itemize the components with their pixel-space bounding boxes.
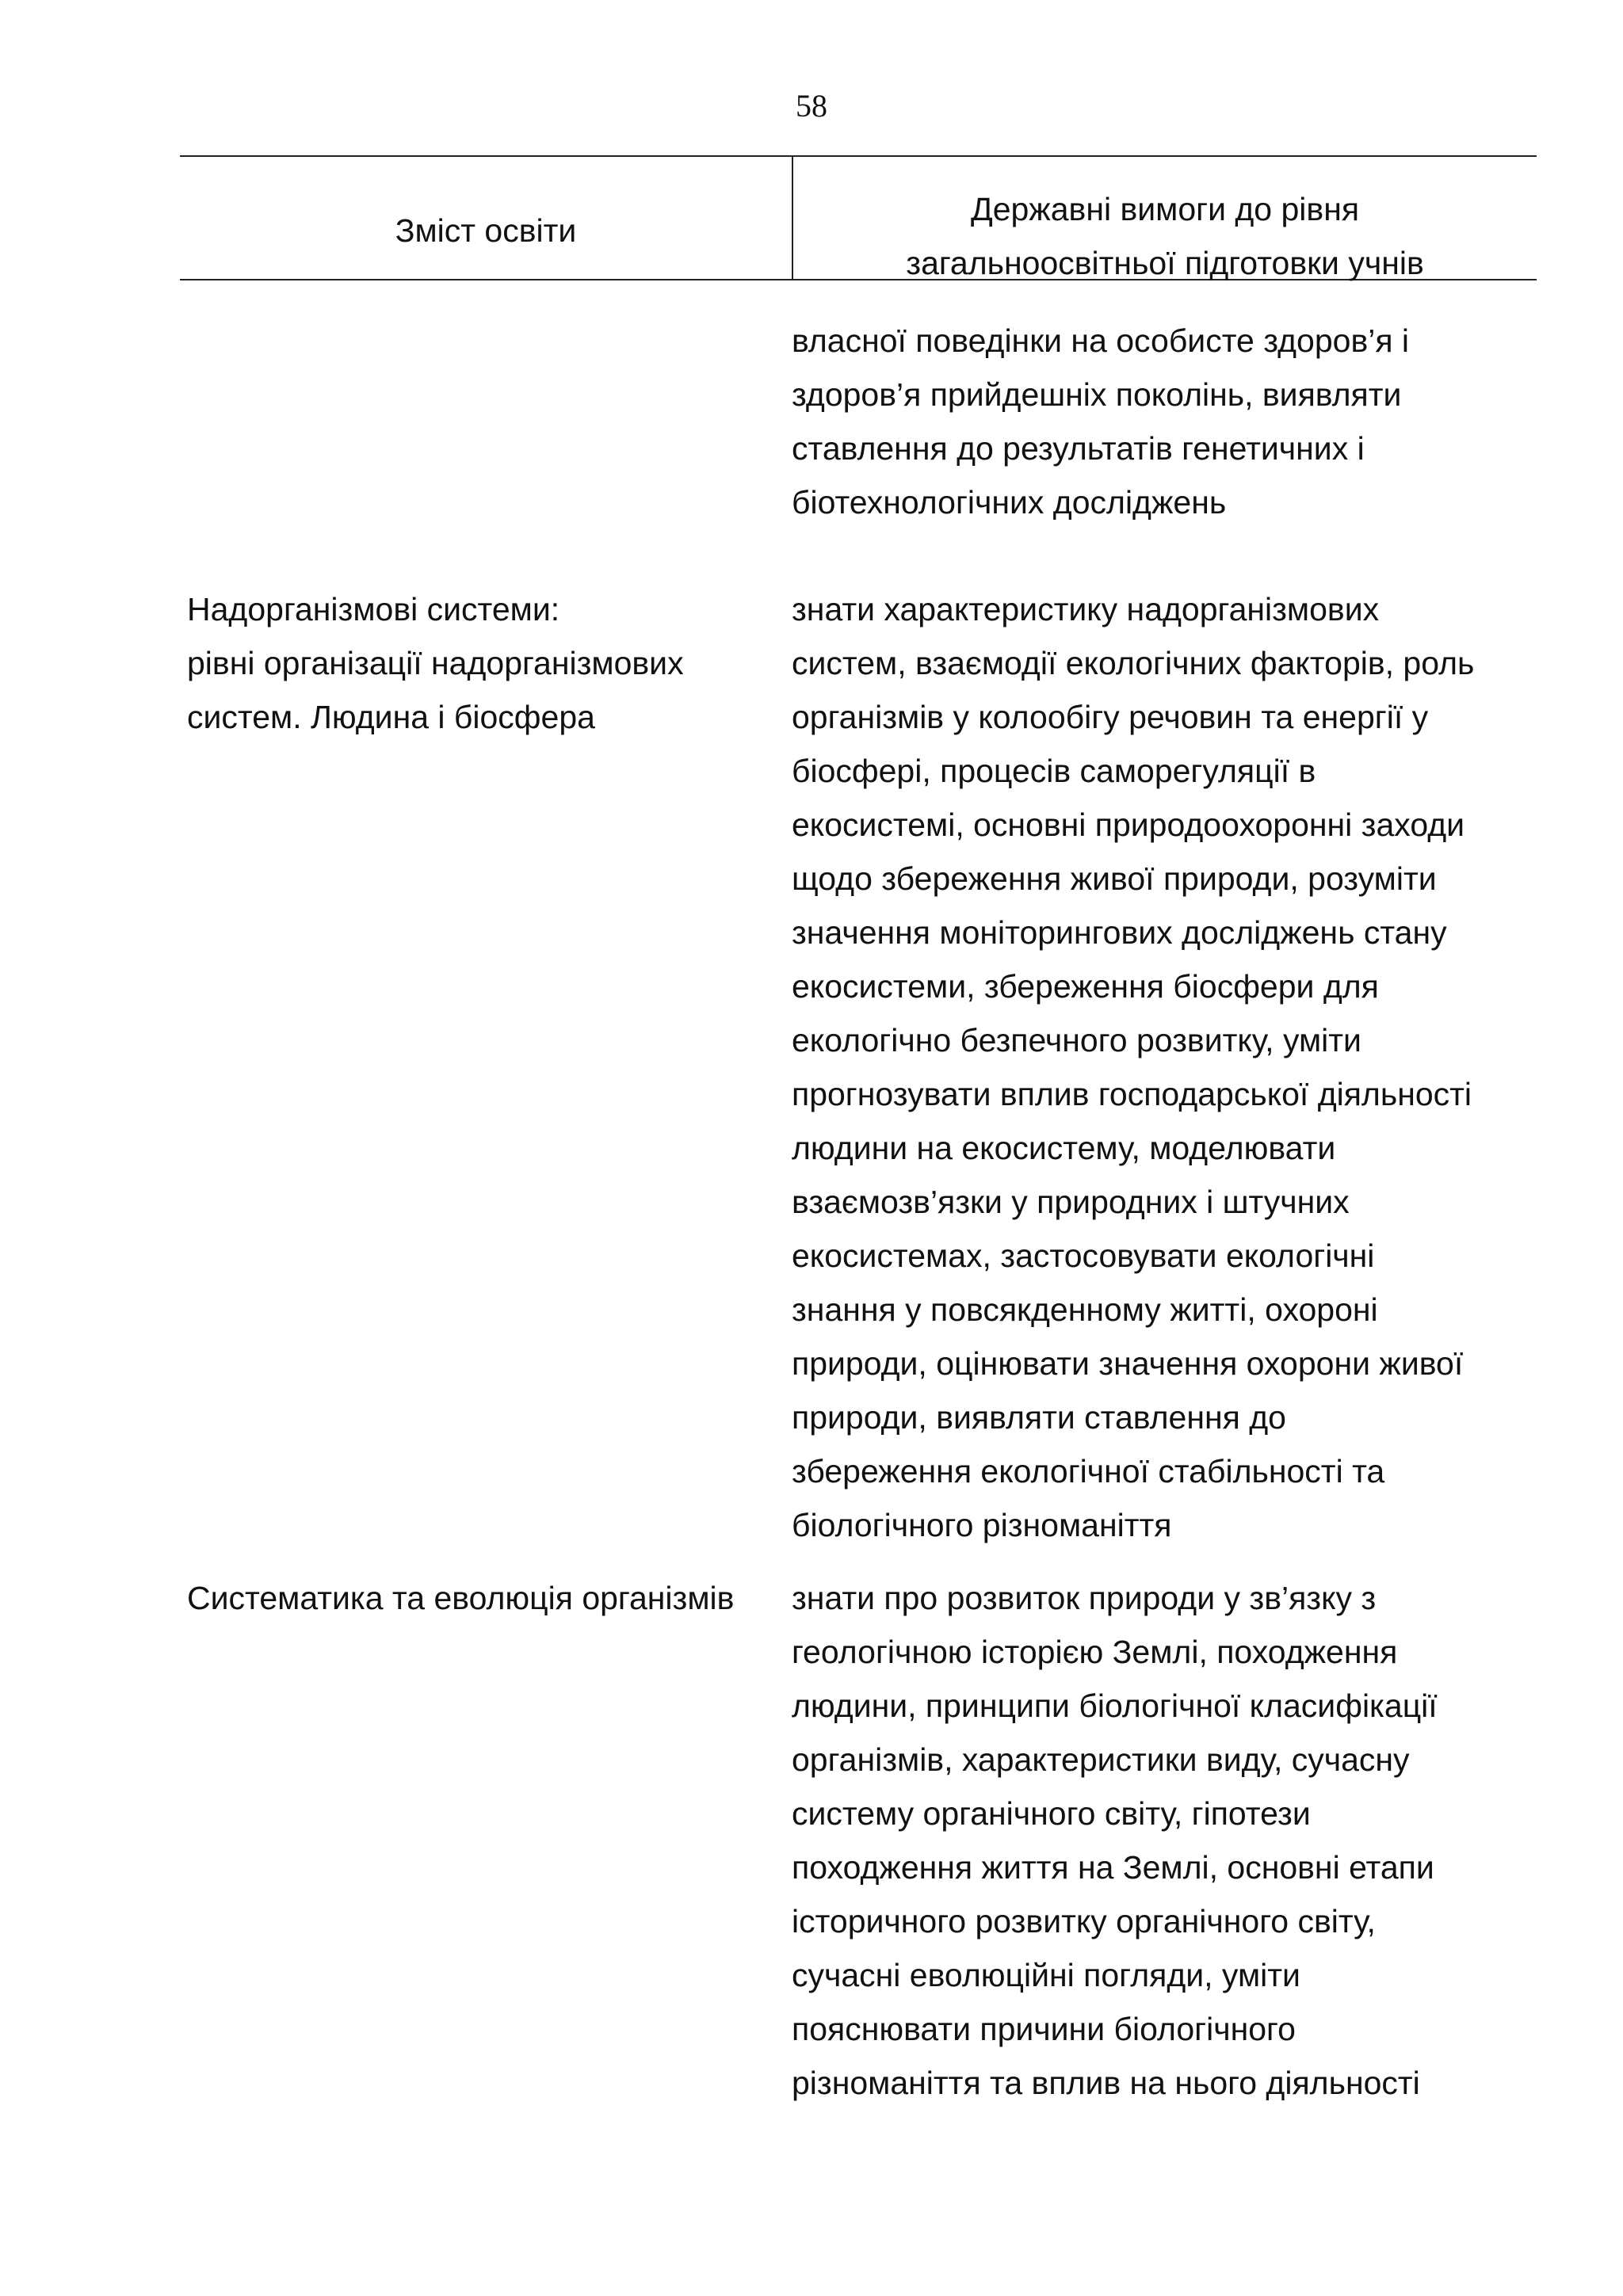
text-line: екосистемах, застосовувати екологічні [792, 1238, 1375, 1274]
row-2-requirements [792, 1571, 1584, 2110]
text-line: систему органічного світу, гіпотези [792, 1795, 1311, 1832]
text-line: здоров’я прийдешніх поколінь, виявляти [792, 376, 1402, 413]
text-line: власної поведінки на особисте здоров’я і [792, 322, 1410, 359]
text-line: різноманіття та вплив на нього діяльності [792, 2065, 1420, 2101]
text-line: біосфері, процесів саморегуляції в [792, 753, 1316, 789]
table-top-rule [180, 155, 1537, 157]
header-requirements-line: загальноосвітньої підготовки учнів [906, 245, 1424, 281]
text-line: щодо збереження живої природи, розуміти [792, 860, 1437, 897]
page-number: 58 [796, 88, 827, 124]
row-0-requirements [792, 314, 1584, 529]
text-line: організмів у колообігу речовин та енергії у [792, 699, 1429, 735]
text-line: рівні організації надорганізмових [187, 645, 684, 681]
text-line: збереження екологічної стабільності та [792, 1453, 1385, 1489]
header-requirements-line: Державні вимоги до рівня [970, 191, 1360, 227]
row-1-requirements [792, 582, 1584, 1552]
text-line: прогнозувати вплив господарської діяльності [792, 1076, 1472, 1112]
text-line: знання у повсякденному житті, охороні [792, 1291, 1378, 1328]
text-line: історичного розвитку органічного світу, [792, 1903, 1376, 1939]
header-content-column: Зміст освіти [395, 212, 577, 249]
row-1-content [187, 582, 797, 744]
text-line: природи, оцінювати значення охорони живої [792, 1345, 1464, 1382]
text-line: систем. Людина і біосфера [187, 699, 595, 735]
text-line: ставлення до результатів генетичних і [792, 430, 1365, 467]
text-line: людини, принципи біологічної класифікації [792, 1688, 1438, 1724]
text-line: пояснювати причини біологічного [792, 2011, 1296, 2047]
text-line: екологічно безпечного розвитку, уміти [792, 1022, 1361, 1058]
text-line: біологічного різноманіття [792, 1507, 1172, 1543]
text-line: знати характеристику надорганізмових [792, 591, 1380, 627]
text-line: геологічною історією Землі, походження [792, 1634, 1398, 1670]
text-line: природи, виявляти ставлення до [792, 1399, 1286, 1436]
text-line: знати про розвиток природи у зв’язку з [792, 1580, 1377, 1616]
header-requirements-column [793, 182, 1537, 290]
text-line: організмів, характеристики виду, сучасну [792, 1741, 1410, 1778]
text-line: Систематика та еволюція організмів [187, 1580, 735, 1616]
row-2-content [187, 1571, 797, 1625]
text-line: екосистемі, основні природоохоронні заходи [792, 807, 1465, 843]
text-line: біотехнологічних досліджень [792, 484, 1227, 521]
text-line: систем, взаємодії екологічних факторів, роль [792, 645, 1475, 681]
text-line: Надорганізмові системи: [187, 591, 560, 627]
text-line: взаємозв’язки у природних і штучних [792, 1184, 1350, 1220]
text-line: екосистеми, збереження біосфери для [792, 968, 1379, 1005]
text-line: сучасні еволюційні погляди, уміти [792, 1957, 1300, 1993]
text-line: значення моніторингових досліджень стану [792, 914, 1447, 951]
text-line: людини на екосистему, моделювати [792, 1130, 1336, 1166]
text-line: походження життя на Землі, основні етапи [792, 1849, 1434, 1886]
